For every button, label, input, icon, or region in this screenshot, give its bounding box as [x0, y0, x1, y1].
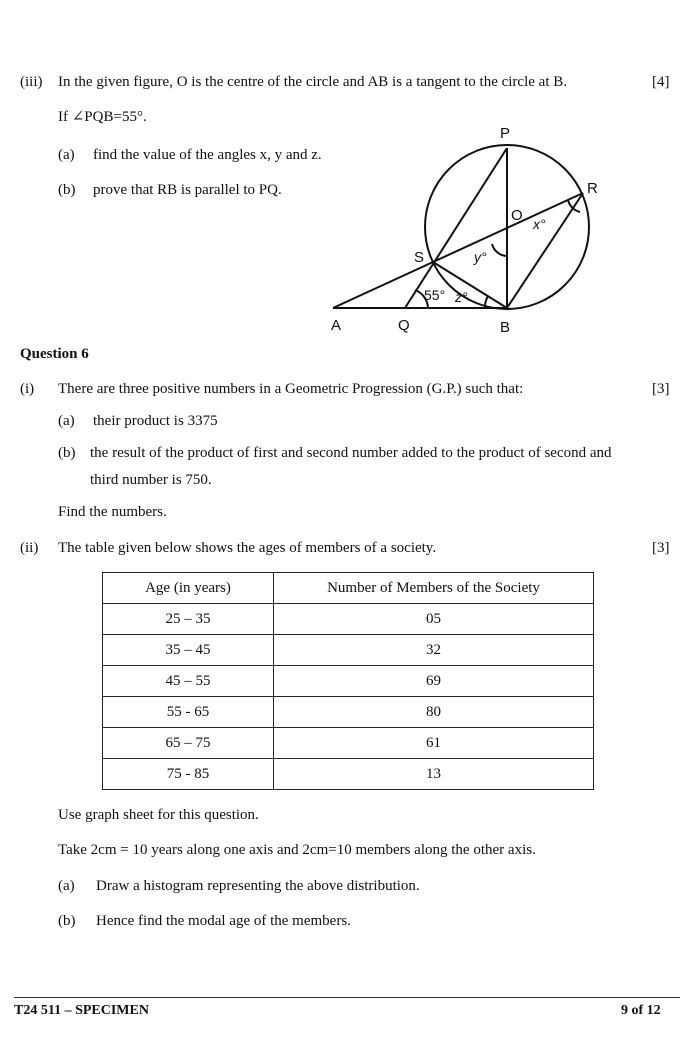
cell-members: 05 [274, 604, 594, 635]
label-q: Q [398, 317, 410, 334]
q6-ii-note2: Take 2cm = 10 years along one axis and 2cm=10 members along the other axis. [58, 842, 536, 858]
table-row [103, 759, 594, 790]
q6-i-part-b-text: the result of the product of first and second number added to the product of second and [90, 445, 612, 461]
q6-ii-part-b-text: Hence find the modal age of the members. [96, 913, 351, 929]
q6-i-marks: [3] [652, 381, 670, 397]
q6-ii-stem: The table given below shows the ages of members of a society. [58, 540, 437, 556]
cell-age: 65 – 75 [103, 728, 274, 759]
q5-iii-number: (iii) [20, 74, 43, 90]
label-o: O [511, 207, 523, 224]
q6-i-part-b-text-cont: third number is 750. [90, 472, 212, 488]
q6-i-number: (i) [20, 381, 35, 397]
table-row [103, 728, 594, 759]
age-distribution-table [102, 572, 594, 790]
circle-tangent-figure [325, 120, 625, 340]
table-row [103, 604, 594, 635]
label-y: y° [474, 249, 487, 265]
cell-age: 25 – 35 [103, 604, 274, 635]
table-row [103, 635, 594, 666]
q6-ii-number: (ii) [20, 540, 39, 556]
line-pq [405, 148, 507, 308]
angle-y-arc [492, 244, 507, 256]
q5-iii-part-b-label: (b) [58, 182, 76, 198]
q6-heading: Question 6 [20, 346, 89, 362]
cell-members: 80 [274, 697, 594, 728]
label-b: B [500, 319, 511, 336]
q5-iii-marks: [4] [652, 74, 670, 90]
q5-iii-stem: In the given figure, O is the centre of the circle and AB is a tangent to the circle at B. [58, 74, 567, 90]
footer-divider [14, 997, 680, 998]
cell-age: 35 – 45 [103, 635, 274, 666]
label-p: P [500, 125, 511, 142]
label-s: S [414, 249, 425, 266]
label-a: A [331, 317, 342, 334]
q6-ii-note1: Use graph sheet for this question. [58, 807, 259, 823]
table-row [103, 697, 594, 728]
header-age: Age (in years) [103, 573, 274, 604]
q6-i-part-b-label: (b) [58, 445, 76, 461]
cell-age: 55 - 65 [103, 697, 274, 728]
q6-ii-part-b-label: (b) [58, 913, 76, 929]
q6-ii-part-a-label: (a) [58, 878, 75, 894]
q6-i-part-a-label: (a) [58, 413, 75, 429]
cell-members: 69 [274, 666, 594, 697]
cell-members: 13 [274, 759, 594, 790]
footer-code: T24 511 – SPECIMEN [14, 1003, 149, 1018]
q5-iii-part-a-label: (a) [58, 147, 75, 163]
q5-iii-given: If ∠PQB=55°. [58, 109, 147, 125]
label-x: x° [533, 216, 546, 232]
table-row [103, 666, 594, 697]
q6-ii-marks: [3] [652, 540, 670, 556]
table-header-row [103, 573, 594, 604]
cell-members: 61 [274, 728, 594, 759]
cell-age: 75 - 85 [103, 759, 274, 790]
q5-iii-part-b-text: prove that RB is parallel to PQ. [93, 182, 282, 198]
footer-page-number: 9 of 12 [621, 1003, 661, 1018]
q6-ii-part-a-text: Draw a histogram representing the above distribution. [96, 878, 420, 894]
cell-age: 45 – 55 [103, 666, 274, 697]
q6-i-stem: There are three positive numbers in a Geometric Progression (G.P.) such that: [58, 381, 524, 397]
label-r: R [587, 180, 598, 197]
label-z: z° [455, 289, 468, 305]
header-members: Number of Members of the Society [274, 573, 594, 604]
q6-i-closing: Find the numbers. [58, 504, 167, 520]
q6-i-part-a-text: their product is 3375 [93, 413, 218, 429]
label-55: 55° [424, 287, 446, 303]
cell-members: 32 [274, 635, 594, 666]
q5-iii-part-a-text: find the value of the angles x, y and z. [93, 147, 322, 163]
